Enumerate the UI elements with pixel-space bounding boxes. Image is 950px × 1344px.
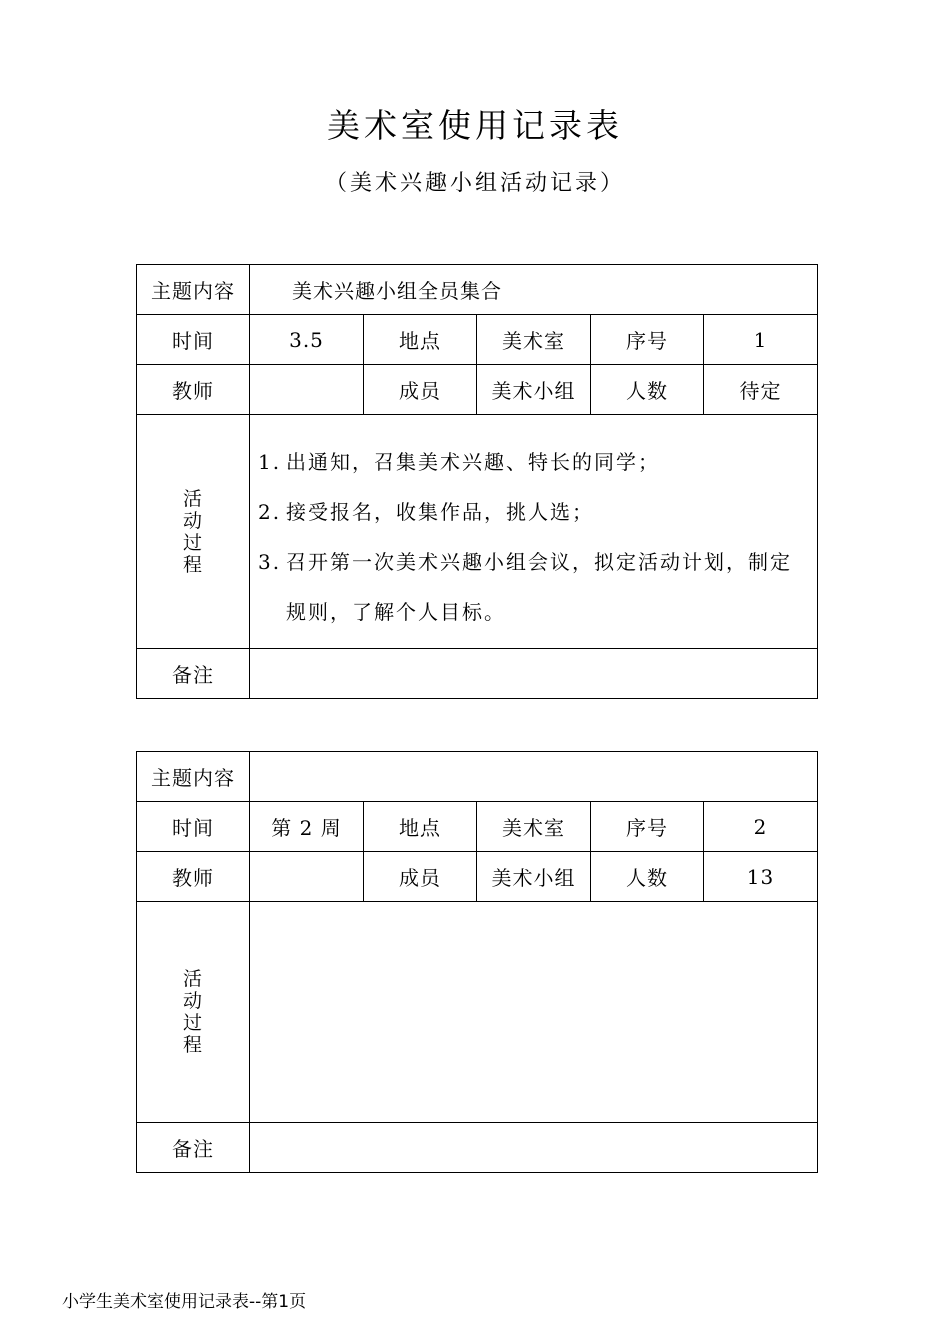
count-label: 人数 <box>591 365 704 415</box>
record-table-2 <box>136 751 818 1173</box>
note-value <box>250 649 818 699</box>
time-row <box>137 315 818 365</box>
topic-label: 主题内容 <box>137 265 250 315</box>
topic-row <box>137 752 818 802</box>
topic-value: 美术兴趣小组全员集合 <box>250 265 818 315</box>
teacher-label: 教师 <box>137 852 250 902</box>
number-label: 序号 <box>591 315 704 365</box>
topic-label: 主题内容 <box>137 752 250 802</box>
page-subtitle: （美术兴趣小组活动记录） <box>324 171 625 196</box>
step-number: 2. <box>258 500 282 524</box>
note-label: 备注 <box>137 1123 250 1173</box>
process-row <box>137 902 818 1123</box>
step-text: 接受报名，收集作品，挑人选； <box>286 500 594 524</box>
topic-value <box>250 752 818 802</box>
note-row <box>137 1123 818 1173</box>
place-label: 地点 <box>364 802 477 852</box>
members-value: 美术小组 <box>477 852 591 902</box>
page-title: 美术室使用记录表 <box>327 106 623 145</box>
members-label: 成员 <box>364 852 477 902</box>
number-value: 1 <box>704 315 818 365</box>
teacher-value <box>250 852 364 902</box>
process-label: 活动过程 <box>182 968 203 1056</box>
process-content <box>250 415 818 649</box>
step-number: 3. <box>258 550 282 574</box>
place-label: 地点 <box>364 315 477 365</box>
process-step <box>258 437 811 487</box>
record-table-1 <box>136 264 818 699</box>
time-value: 第 2 周 <box>250 802 364 852</box>
step-text: 出通知，召集美术兴趣、特长的同学； <box>286 450 660 474</box>
members-value: 美术小组 <box>477 365 591 415</box>
note-row <box>137 649 818 699</box>
process-row <box>137 415 818 649</box>
time-label: 时间 <box>137 802 250 852</box>
process-label-cell <box>137 902 250 1123</box>
note-label: 备注 <box>137 649 250 699</box>
process-step <box>258 537 811 637</box>
page-footer: 小学生美术室使用记录表--第1页 <box>62 1292 307 1312</box>
teacher-row <box>137 852 818 902</box>
time-label: 时间 <box>137 315 250 365</box>
teacher-row <box>137 365 818 415</box>
count-value: 13 <box>704 852 818 902</box>
process-label-cell <box>137 415 250 649</box>
process-content <box>250 902 818 1123</box>
number-value: 2 <box>704 802 818 852</box>
place-value: 美术室 <box>477 802 591 852</box>
teacher-label: 教师 <box>137 365 250 415</box>
topic-row <box>137 265 818 315</box>
number-label: 序号 <box>591 802 704 852</box>
time-value: 3.5 <box>250 315 364 365</box>
note-value <box>250 1123 818 1173</box>
members-label: 成员 <box>364 365 477 415</box>
place-value: 美术室 <box>477 315 591 365</box>
process-step <box>258 487 811 537</box>
step-number: 1. <box>258 450 282 474</box>
step-text: 召开第一次美术兴趣小组会议，拟定活动计划，制定规则，了解个人目标。 <box>286 550 792 624</box>
count-label: 人数 <box>591 852 704 902</box>
time-row <box>137 802 818 852</box>
process-label: 活动过程 <box>182 487 203 576</box>
count-value: 待定 <box>704 365 818 415</box>
teacher-value <box>250 365 364 415</box>
